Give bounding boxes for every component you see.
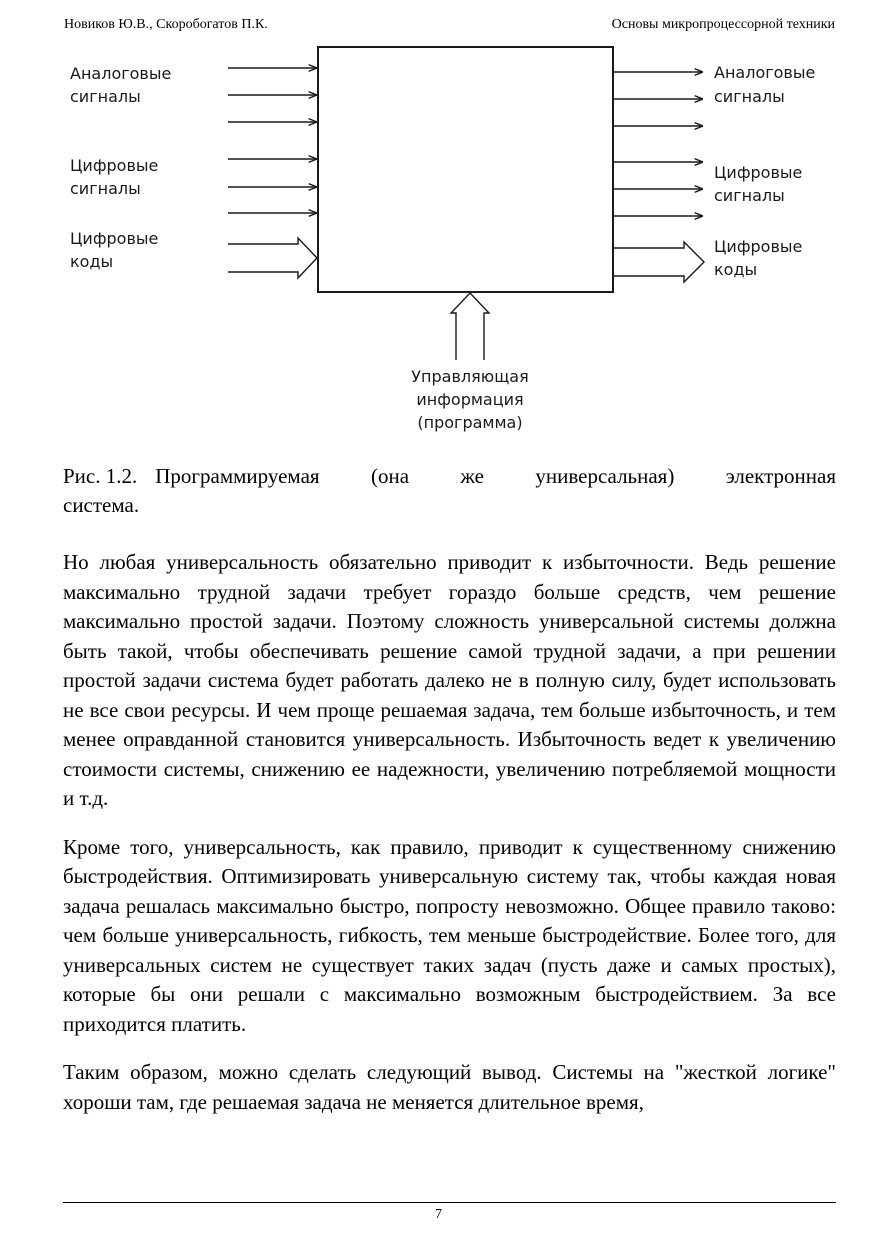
output-codes-label-1: Цифровые <box>714 237 803 256</box>
input-digital-label-2: сигналы <box>70 179 141 198</box>
input-codes-label-2: коды <box>70 252 114 271</box>
output-digital-label-2: сигналы <box>714 186 785 205</box>
running-header-authors: Новиков Ю.В., Скоробогатов П.К. <box>64 17 268 32</box>
output-analog-label-1: Аналоговые <box>714 63 816 82</box>
output-signal-arrows <box>614 72 703 216</box>
paragraph: Кроме того, универсальность, как правило, приводит к существенному снижению быстродействия. Оптимизировать универсальную систему так, чтобы каждая новая задача решалась максимально быстро, попросту невозможно. Общее правило таково: чем больше универсальность, гибкость, тем меньше быстродействие. Более того, для универсальных систем не существует таких задач (пусть даже и самых простых), которые бы они решали с максимально возможным быстродействием. За все приходится платить. <box>63 834 836 1036</box>
input-digital-label-1: Цифровые <box>70 156 159 175</box>
input-signal-arrows <box>228 68 317 213</box>
body-text <box>63 548 836 1117</box>
figure-caption-continuation: система. <box>63 493 140 517</box>
input-code-arrow <box>228 238 317 278</box>
control-arrow <box>451 293 489 360</box>
control-label-3: (программа) <box>417 413 523 432</box>
figure-caption <box>63 462 836 520</box>
control-label-1: Управляющая <box>411 367 529 386</box>
figure-number: Рис. 1.2. <box>63 464 138 488</box>
output-code-arrow <box>614 242 704 282</box>
input-codes-label-1: Цифровые <box>70 229 159 248</box>
running-header-title: Основы микропроцессорной техники <box>611 17 835 32</box>
input-analog-label-2: сигналы <box>70 87 141 106</box>
programmable-system-diagram <box>0 40 877 440</box>
page-number: 7 <box>435 1207 442 1222</box>
output-codes-label-2: коды <box>714 260 758 279</box>
figure-caption-text: Программируемая (она же универсальная) электронная <box>155 464 836 488</box>
footer-divider <box>63 1202 836 1203</box>
control-label-2: информация <box>416 390 524 409</box>
output-analog-label-2: сигналы <box>714 87 785 106</box>
system-block <box>318 47 613 292</box>
paragraph: Но любая универсальность обязательно приводит к избыточности. Ведь решение максимально трудной задачи требует гораздо больше средств, чем решение максимально простой задачи. Поэтому сложность универсальной системы должна быть такой, чтобы обеспечивать решение самой трудной задачи, а при решении простой задачи система будет работать далеко не в полную силу, будет использовать не все свои ресурсы. И чем проще решаемая задача, тем больше избыточность, и тем менее оправданной становится универсальность. Избыточность ведет к увеличению стоимости системы, снижению ее надежности, увеличению потребляемой мощности и т.д. <box>63 550 836 810</box>
output-digital-label-1: Цифровые <box>714 163 803 182</box>
paragraph: Таким образом, можно сделать следующий вывод. Системы на "жесткой логике" хороши там, где решаемая задача не меняется длительное время, <box>63 1060 836 1114</box>
input-analog-label-1: Аналоговые <box>70 64 172 83</box>
